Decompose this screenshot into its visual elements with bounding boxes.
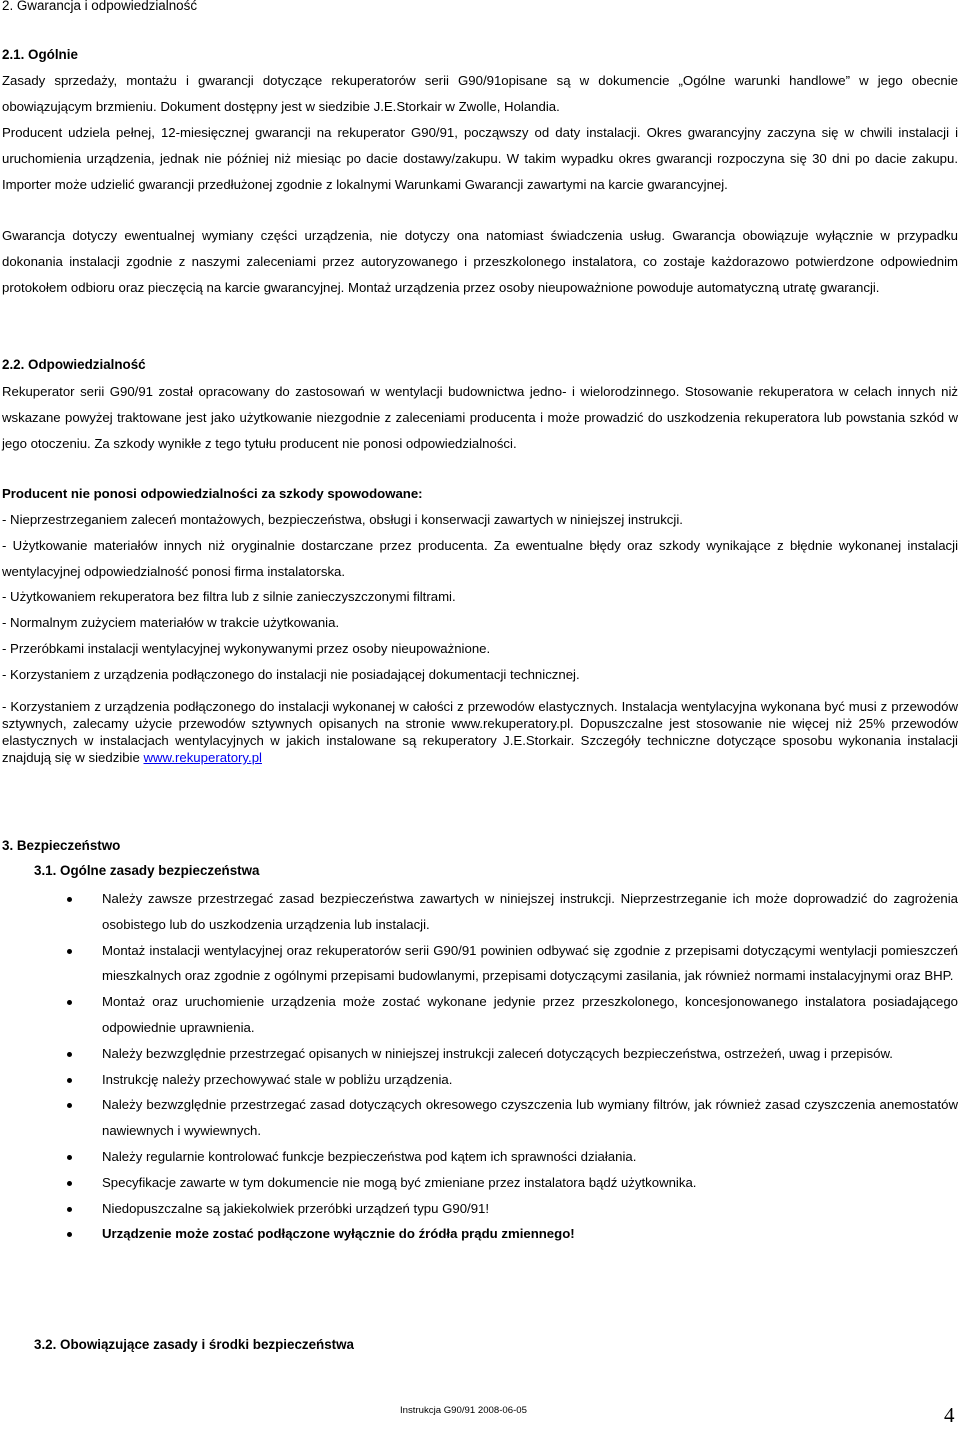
liability-list <box>2 507 958 688</box>
safety-bullet-text: Montaż oraz uruchomienie urządzenia może zostać wykonane jedynie przez przeszkolonego, koncesjonowanego instalatora posiadającego odpowiednie uprawnienia. <box>102 994 958 1035</box>
liability-item-last-text: - Korzystaniem z urządzenia podłączonego do instalacji wykonanej w całości z przewodów elastycznych. Instalacja wentylacyjna wykonana być musi z przewodów sztywnych, zalecamy użycie przewodów sztywnych opisanych na stronie www.rekuperatory.pl. Dopuszczalne jest stosowanie nie więcej niż 25% przewodów elastycznych w instalacjach wentylacyjnych w jakich instalowane są rekuperatory J.E.Storkair. Szczegóły techniczne dotyczące sposobu wykonania instalacji znajdują się w siedzibie <box>2 699 958 765</box>
safety-bullet-item <box>0 1170 958 1196</box>
safety-bullet-list <box>0 886 958 1247</box>
liability-item: - Użytkowanie materiałów innych niż oryginalnie dostarczane przez producenta. Za ewentualne błędy oraz szkody wynikające z błędnie wykonanej instalacji wentylacyjnej odpowiedzialność ponosi firma instalatorska. <box>2 537 958 579</box>
safety-bullet-item <box>0 1092 958 1144</box>
safety-bullet-item <box>0 1144 958 1170</box>
liability-item: - Użytkowaniem rekuperatora bez filtra lub z silnie zanieczyszczonymi filtrami. <box>2 589 456 605</box>
section-3-1-title: 3.1. Ogólne zasady bezpieczeństwa <box>34 863 260 878</box>
bullet-dot-icon <box>67 1155 72 1160</box>
safety-bullet-item <box>0 1221 958 1247</box>
safety-bullet-text: Należy zawsze przestrzegać zasad bezpieczeństwa zawartych w niniejszej instrukcji. Nieprzestrzeganie ich może doprowadzić do zagrożenia osobistego lub do uszkodzenia urządzenia lub instalacji. <box>102 891 958 932</box>
safety-bullet-item <box>0 1196 958 1222</box>
section-2-1-paragraph-3: Gwarancja dotyczy ewentualnej wymiany części urządzenia, nie dotyczy ona natomiast świadczenia usług. Gwarancja obowiązuje wyłącznie w przypadku dokonania instalacji zgodnie z naszymi zaleceniami przez autoryzowanego i przeszkolonego instalatora, co zostaje każdorazowo potwierdzone odpowiednim protokołem odbioru oraz pieczęcią na karcie gwarancyjnej. Montaż urządzenia przez osoby nieupoważnione powoduje automatyczną utratę gwarancji. <box>2 228 958 295</box>
safety-bullet-item <box>0 938 958 990</box>
bullet-dot-icon <box>67 1078 72 1083</box>
safety-bullet-item <box>0 989 958 1041</box>
safety-bullet-text: Należy bezwzględnie przestrzegać zasad dotyczących okresowego czyszczenia lub wymiany filtrów, jak również zasad czyszczenia anemostatów nawiewnych i wywiewnych. <box>102 1097 958 1139</box>
bullet-dot-icon <box>67 1000 72 1005</box>
safety-bullet-text: Należy regularnie kontrolować funkcje bezpieczeństwa pod kątem ich sprawności działania. <box>102 1148 637 1164</box>
page-number: 4 <box>944 1403 955 1427</box>
bullet-dot-icon <box>67 1103 72 1108</box>
liability-item-last <box>2 698 958 766</box>
section-2-1-title: 2.1. Ogólnie <box>2 47 78 62</box>
safety-bullet-text: Montaż instalacji wentylacyjnej oraz rekuperatorów serii G90/91 powinien odbywać się zgodnie z przepisami dotyczącymi wentylacji pomieszczeń mieszkalnych oraz zgodnie z ogólnymi przepisami budowlanymi, przepisami dotyczącymi zasilania, jak również normami instalacyjnymi oraz BHP. <box>102 942 958 984</box>
safety-bullet-item <box>0 1067 958 1093</box>
section-2-title: 2. Gwarancja i odpowiedzialność <box>2 0 198 13</box>
section-2-1-paragraph-1: Zasady sprzedaży, montażu i gwarancji dotyczące rekuperatorów serii G90/91opisane są w dokumencie „Ogólne warunki handlowe” w jego obecnie obowiązującym brzmieniu. Dokument dostępny jest w siedzibie J.E.Storkair w Zwolle, Holandia. <box>2 73 958 114</box>
section-2-2-title: 2.2. Odpowiedzialność <box>2 357 146 372</box>
liability-item: - Nieprzestrzeganiem zaleceń montażowych, bezpieczeństwa, obsługi i konserwacji zawartych w niniejszej instrukcji. <box>2 512 683 527</box>
footer-doc-ref: Instrukcja G90/91 2008-06-05 <box>400 1405 527 1416</box>
liability-item: - Przeróbkami instalacji wentylacyjnej wykonywanymi przez osoby nieupoważnione. <box>2 640 491 656</box>
safety-bullet-item <box>0 886 958 938</box>
safety-bullet-text: Specyfikacje zawarte w tym dokumencie nie mogą być zmieniane przez instalatora bądź użytkownika. <box>102 1174 697 1190</box>
rekuperatory-link[interactable]: www.rekuperatory.pl <box>143 750 262 765</box>
bullet-dot-icon <box>67 1181 72 1186</box>
safety-bullet-text: Należy bezwzględnie przestrzegać opisanych w niniejszej instrukcji zaleceń dotyczących bezpieczeństwa, ostrzeżeń, uwag i przepisów. <box>102 1045 893 1061</box>
safety-bullet-text: Urządzenie może zostać podłączone wyłącznie do źródła prądu zmiennego! <box>102 1226 575 1242</box>
bullet-dot-icon <box>67 1052 72 1057</box>
section-2-2-paragraph-1: Rekuperator serii G90/91 został opracowany do zastosowań w wentylacji budownictwa jedno- i wielorodzinnego. Stosowanie rekuperatora w celach innych niż wskazane powyżej traktowane jest jako użytkowanie niezgodnie z zaleceniami producenta i może prowadzić do uszkodzenia rekuperatora lub powstania szkód w jego otoczeniu. Za szkody wynikłe z tego tytułu producent nie ponosi odpowiedzialności. <box>2 384 958 451</box>
safety-bullet-text: Niedopuszczalne są jakiekolwiek przeróbki urządzeń typu G90/91! <box>102 1200 490 1216</box>
bullet-dot-icon <box>67 897 72 902</box>
bullet-dot-icon <box>67 1207 72 1212</box>
bullet-dot-icon <box>67 949 72 954</box>
safety-bullet-item <box>0 1041 958 1067</box>
safety-bullet-text: Instrukcję należy przechowywać stale w pobliżu urządzenia. <box>102 1071 453 1087</box>
section-2-1-paragraph-2: Producent udziela pełnej, 12-miesięcznej gwarancji na rekuperator G90/91, począwszy od daty instalacji. Okres gwarancyjny zaczyna się w chwili instalacji i uruchomienia urządzenia, jednak nie później niż miesiąc po dacie dostawy/zakupu. W takim wypadku okres gwarancji rozpoczyna się 30 dni po dacie zakupu. Importer może udzielić gwarancji przedłużonej zgodnie z lokalnymi Warunkami Gwarancji zawartymi na karcie gwarancyjnej. <box>2 125 958 192</box>
liability-heading: Producent nie ponosi odpowiedzialności za szkody spowodowane: <box>2 486 423 501</box>
section-3-2-title: 3.2. Obowiązujące zasady i środki bezpieczeństwa <box>34 1337 355 1352</box>
liability-item: - Korzystaniem z urządzenia podłączonego do instalacji nie posiadającej dokumentacji technicznej. <box>2 666 580 682</box>
liability-item: - Normalnym zużyciem materiałów w trakcie użytkowania. <box>2 615 340 631</box>
bullet-dot-icon <box>67 1232 72 1237</box>
section-3-title: 3. Bezpieczeństwo <box>2 838 121 853</box>
